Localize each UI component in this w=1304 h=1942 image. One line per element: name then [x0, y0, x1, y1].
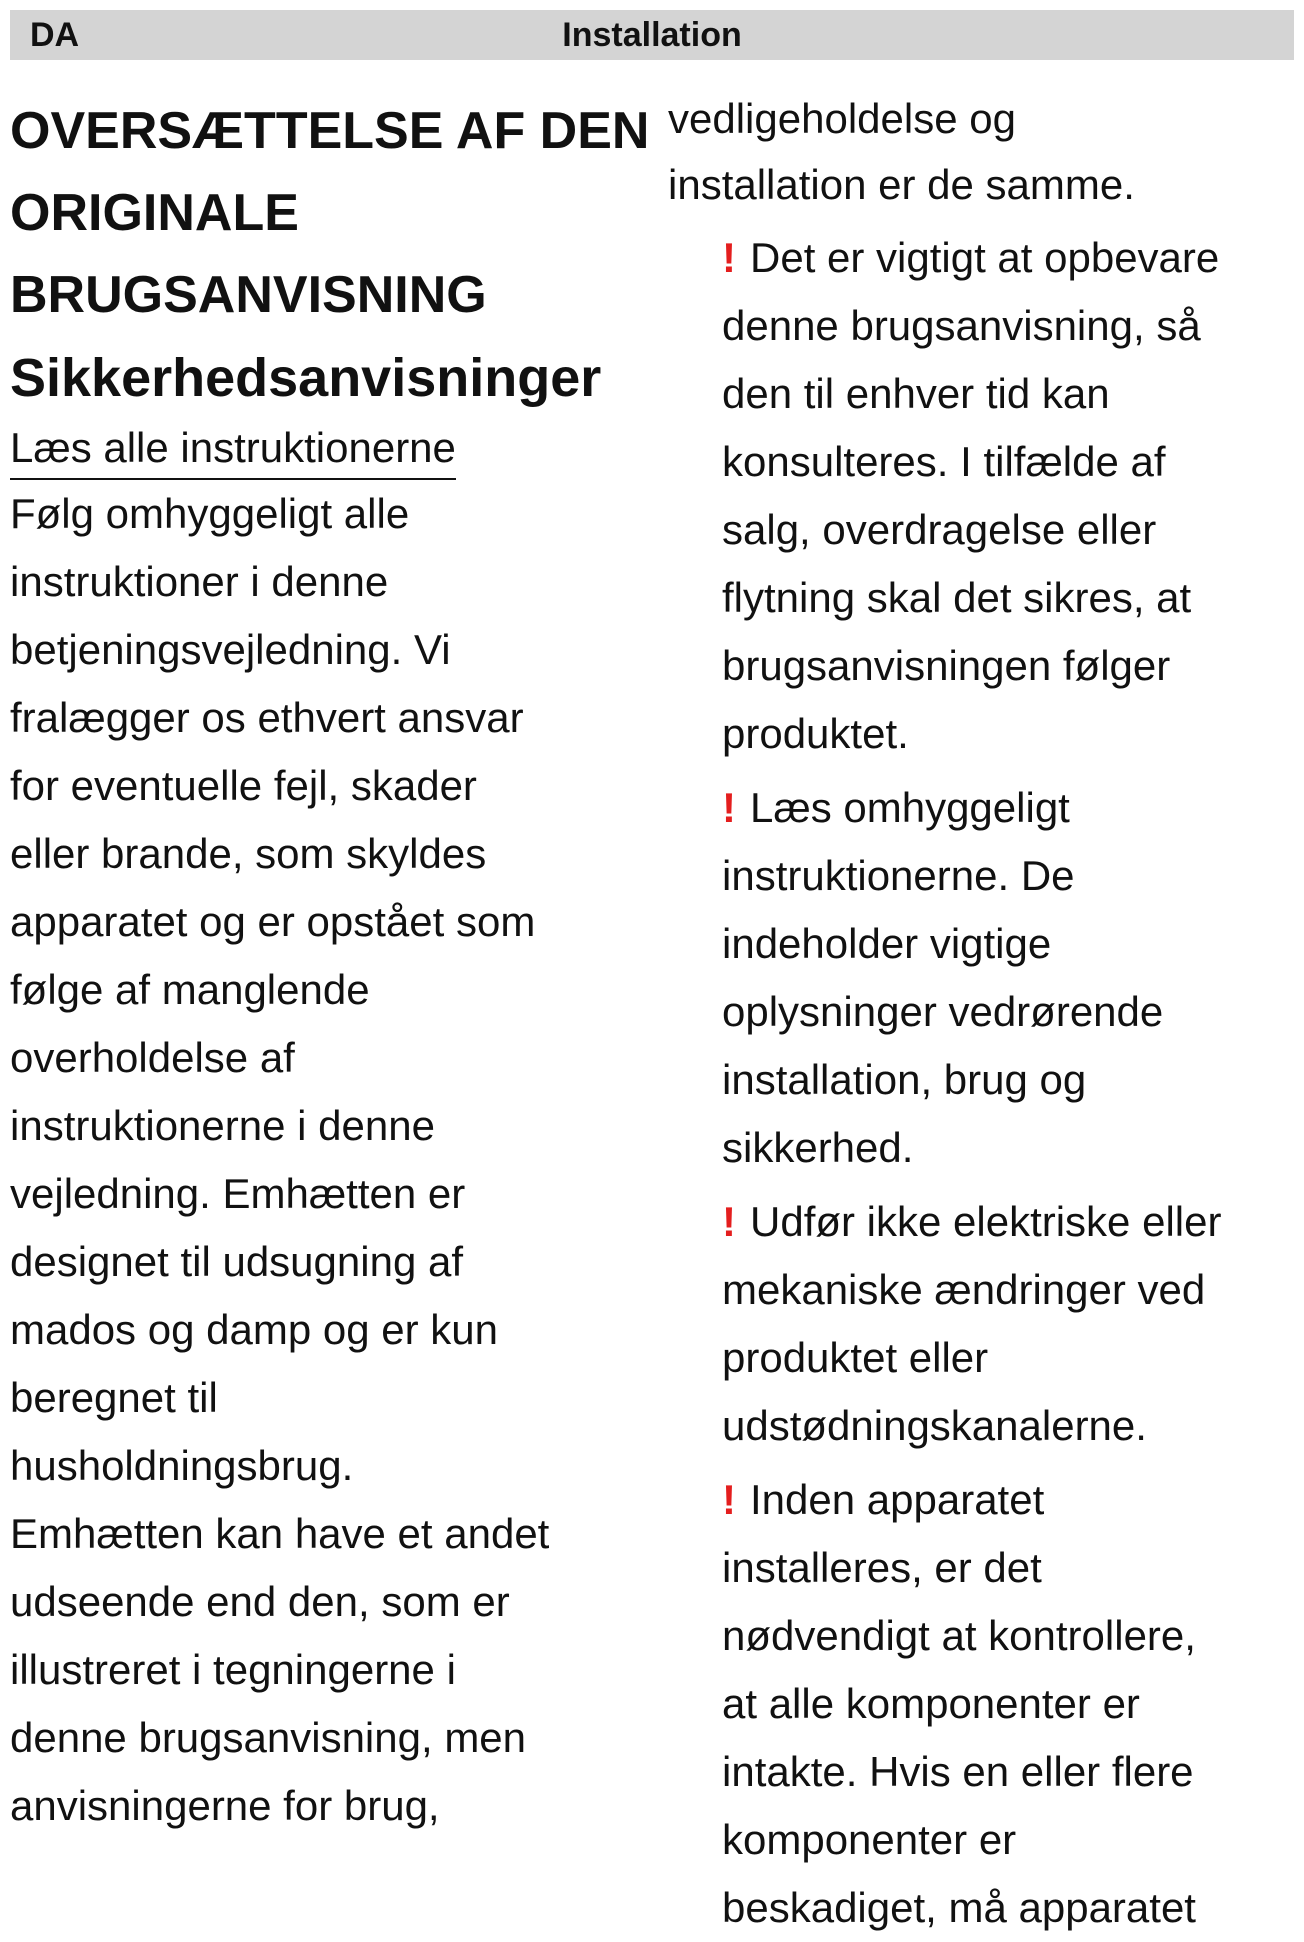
warning-line: produktet. [722, 710, 909, 757]
paragraph-line: instruktioner i denne [10, 558, 389, 605]
warning-item [722, 224, 1298, 768]
paragraph-line: instruktionerne i denne [10, 1102, 435, 1149]
warning-exclamation-icon: ! [722, 1198, 736, 1245]
paragraph-line: for eventuelle fejl, skader [10, 762, 477, 809]
warning-line: denne brugsanvisning, så [722, 302, 1201, 349]
read-all-heading: Læs alle instruktionerne [10, 420, 456, 480]
warning-line: udstødningskanalerne. [722, 1402, 1147, 1449]
warning-line [722, 1466, 1298, 1534]
paragraph-line: husholdningsbrug. [10, 1442, 354, 1489]
warning-line: at alle komponenter er [722, 1680, 1140, 1727]
warning-item [722, 1466, 1298, 1942]
intro-paragraph [10, 480, 650, 1840]
paragraph-line: apparatet og er opstået som [10, 898, 536, 945]
paragraph-line: fralægger os ethvert ansvar [10, 694, 524, 741]
warning-line: oplysninger vedrørende [722, 988, 1164, 1035]
paragraph-line: mados og damp og er kun [10, 1306, 498, 1353]
paragraph-line: eller brande, som skyldes [10, 830, 487, 877]
warning-line [722, 224, 1298, 292]
paragraph-line: anvisningerne for brug, [10, 1782, 440, 1829]
warning-line: komponenter er [722, 1816, 1017, 1863]
document-title-line: OVERSÆTTELSE AF DEN [10, 102, 650, 160]
warning-line: indeholder vigtige [722, 920, 1052, 967]
paragraph-line: denne brugsanvisning, men [10, 1714, 527, 1761]
warning-line: nødvendigt at kontrollere, [722, 1612, 1196, 1659]
document-title-line: ORIGINALE [10, 184, 299, 242]
safety-heading: Sikkerhedsanvisninger [10, 348, 602, 408]
warning-line: installeres, er det [722, 1544, 1042, 1591]
paragraph-line: illustreret i tegningerne i [10, 1646, 456, 1693]
warning-text: Det er vigtigt at opbevare [750, 234, 1220, 281]
warning-line: flytning skal det sikres, at [722, 574, 1192, 621]
warning-line: installation, brug og [722, 1056, 1087, 1103]
warning-text: Udfør ikke elektriske eller [750, 1198, 1222, 1245]
warning-line: brugsanvisningen følger [722, 642, 1171, 689]
warning-line: salg, overdragelse eller [722, 506, 1157, 553]
warning-line: mekaniske ændringer ved [722, 1266, 1206, 1313]
warning-line [722, 1188, 1298, 1256]
language-code: DA [30, 16, 80, 54]
warning-line: konsulteres. I tilfælde af [722, 438, 1166, 485]
page-header [10, 10, 1294, 60]
paragraph-line: betjeningsvejledning. Vi [10, 626, 451, 673]
warning-line: produktet eller [722, 1334, 989, 1381]
left-column [10, 90, 650, 1840]
paragraph-line: beregnet til [10, 1374, 218, 1421]
paragraph-line: udseende end den, som er [10, 1578, 510, 1625]
paragraph-line: designet til udsugning af [10, 1238, 463, 1285]
warning-exclamation-icon: ! [722, 1476, 736, 1523]
warning-line: intakte. Hvis en eller flere [722, 1748, 1194, 1795]
warning-text: Læs omhyggeligt [750, 784, 1070, 831]
warning-line: sikkerhed. [722, 1124, 914, 1171]
paragraph-line: Emhætten kan have et andet [10, 1510, 550, 1557]
document-title-line: BRUGSANVISNING [10, 266, 487, 324]
paragraph-line: følge af manglende [10, 966, 370, 1013]
paragraph-line: vedligeholdelse og [668, 95, 1016, 142]
document-title [10, 90, 650, 336]
warning-item [722, 774, 1298, 1182]
paragraph-line: vejledning. Emhætten er [10, 1170, 466, 1217]
paragraph-line: installation er de samme. [668, 161, 1135, 208]
paragraph-line: Følg omhyggeligt alle [10, 490, 410, 537]
paragraph-line: overholdelse af [10, 1034, 295, 1081]
warning-line: den til enhver tid kan [722, 370, 1110, 417]
warning-line: beskadiget, må apparatet [722, 1884, 1196, 1931]
warning-exclamation-icon: ! [722, 234, 736, 281]
warning-exclamation-icon: ! [722, 784, 736, 831]
warning-text: Inden apparatet [750, 1476, 1045, 1523]
continuation-paragraph [668, 86, 1298, 218]
section-title: Installation [562, 16, 742, 54]
warning-line: instruktionerne. De [722, 852, 1075, 899]
right-column [668, 86, 1298, 1942]
warning-line [722, 774, 1298, 842]
warning-item [722, 1188, 1298, 1460]
